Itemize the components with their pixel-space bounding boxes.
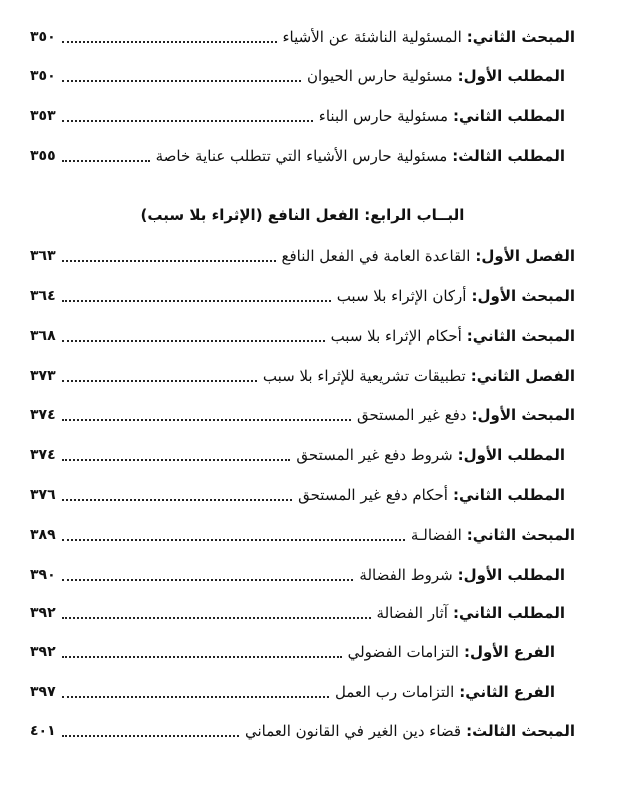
entry-label: المطلب الثاني: <box>452 604 565 622</box>
entry-page-number: ٣٦٤ <box>30 288 56 304</box>
entry-title: المسئولية الناشئة عن الأشياء <box>282 28 462 46</box>
dot-leader <box>62 380 257 382</box>
entry-title: أحكام الإثراء بلا سبب <box>330 327 462 345</box>
toc-entry[interactable] <box>30 560 575 590</box>
entry-label: الفرع الثاني: <box>459 683 555 701</box>
entry-title: القاعدة العامة في الفعل النافع <box>281 247 471 265</box>
entry-title: آثار الفضالة <box>376 604 448 622</box>
dot-leader <box>62 539 405 541</box>
entry-title: مسئولية حارس البناء <box>318 107 448 125</box>
entry-title: التزامات رب العمل <box>334 683 455 701</box>
entry-label: المبحث الثالث: <box>466 722 575 740</box>
dot-leader <box>62 579 354 581</box>
dot-leader <box>62 41 277 43</box>
entry-title: الفضالـة <box>410 526 462 544</box>
dot-leader <box>62 80 301 82</box>
entry-label: المبحث الأول: <box>471 406 575 424</box>
entry-page-number: ٣٦٨ <box>30 328 56 344</box>
entry-title: مسئولية حارس الأشياء التي تتطلب عناية خاصة <box>155 147 448 165</box>
toc-entry[interactable] <box>30 101 575 131</box>
dot-leader <box>62 300 331 302</box>
entry-page-number: ٣٥٣ <box>30 108 56 124</box>
entry-page-number: ٣٧٤ <box>30 407 56 423</box>
toc-entry[interactable] <box>30 321 575 351</box>
toc-entry[interactable] <box>30 61 575 91</box>
dot-leader <box>62 656 342 658</box>
dot-leader <box>62 499 292 501</box>
entry-label: المطلب الثالث: <box>452 147 565 165</box>
entry-page-number: ٣٥٥ <box>30 148 56 164</box>
entry-title: قضاء دين الغير في القانون العماني <box>245 722 462 740</box>
entry-label: المطلب الثاني: <box>452 107 565 125</box>
toc-entry[interactable] <box>30 520 575 550</box>
toc-entry[interactable] <box>30 22 575 52</box>
entry-label: المطلب الأول: <box>457 446 565 464</box>
dot-leader <box>62 340 325 342</box>
entry-page-number: ٣٦٣ <box>30 248 56 264</box>
toc-entry[interactable] <box>30 141 575 171</box>
part-heading <box>30 206 575 224</box>
entry-page-number: ٣٩٠ <box>30 567 56 583</box>
entry-page-number: ٤٠١ <box>30 723 56 739</box>
entry-label: المطلب الأول: <box>457 566 565 584</box>
entry-label: المطلب الأول: <box>457 67 565 85</box>
entry-page-number: ٣٩٧ <box>30 684 56 700</box>
dot-leader <box>62 160 150 162</box>
part-heading-label: البــاب الرابع: <box>364 206 465 224</box>
entry-page-number: ٣٥٠ <box>30 29 56 45</box>
dot-leader <box>62 120 313 122</box>
entry-label: المبحث الأول: <box>471 287 575 305</box>
entry-page-number: ٣٧٣ <box>30 368 56 384</box>
entry-title: التزامات الفضولي <box>347 643 459 661</box>
toc-entry[interactable] <box>30 361 575 391</box>
entry-title: شروط الفضالة <box>359 566 453 584</box>
entry-label: المبحث الثاني: <box>466 28 575 46</box>
entry-title: دفع غير المستحق <box>356 406 467 424</box>
dot-leader <box>62 735 239 737</box>
toc-entry[interactable] <box>30 637 575 667</box>
entry-title: شروط دفع غير المستحق <box>296 446 453 464</box>
toc-entry[interactable] <box>30 677 575 707</box>
toc-entry[interactable] <box>30 400 575 430</box>
entry-page-number: ٣٨٩ <box>30 527 56 543</box>
dot-leader <box>62 617 371 619</box>
entry-page-number: ٣٧٦ <box>30 487 56 503</box>
dot-leader <box>62 459 291 461</box>
entry-label: الفصل الثاني: <box>470 367 575 385</box>
toc-entry[interactable] <box>30 241 575 271</box>
entry-label: المبحث الثاني: <box>466 327 575 345</box>
entry-page-number: ٣٧٤ <box>30 447 56 463</box>
entry-label: الفرع الأول: <box>463 643 555 661</box>
entry-page-number: ٣٩٢ <box>30 644 56 660</box>
entry-title: تطبيقات تشريعية للإثراء بلا سبب <box>262 367 466 385</box>
dot-leader <box>62 260 276 262</box>
entry-page-number: ٣٩٢ <box>30 605 56 621</box>
entry-label: الفصل الأول: <box>475 247 575 265</box>
dot-leader <box>62 419 351 421</box>
toc-entry[interactable] <box>30 598 575 628</box>
entry-label: المبحث الثاني: <box>466 526 575 544</box>
toc-entry[interactable] <box>30 440 575 470</box>
toc-entry[interactable] <box>30 480 575 510</box>
entry-title: أركان الإثراء بلا سبب <box>336 287 467 305</box>
entry-label: المطلب الثاني: <box>452 486 565 504</box>
entry-title: مسئولية حارس الحيوان <box>307 67 453 85</box>
part-heading-title: الفعل النافع (الإثراء بلا سبب) <box>140 206 360 224</box>
toc-entry[interactable] <box>30 716 575 746</box>
entry-title: أحكام دفع غير المستحق <box>298 486 448 504</box>
dot-leader <box>62 696 329 698</box>
entry-page-number: ٣٥٠ <box>30 68 56 84</box>
toc-entry[interactable] <box>30 281 575 311</box>
